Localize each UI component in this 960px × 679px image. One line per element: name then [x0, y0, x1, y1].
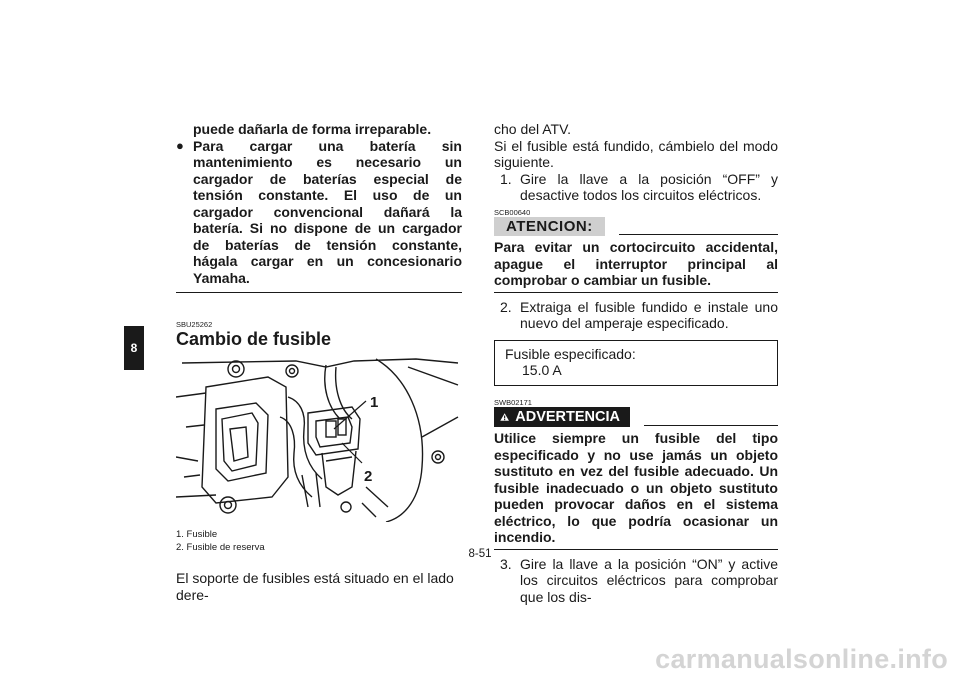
spec-box — [494, 340, 778, 386]
body-paragraph: El soporte de fusibles está situado en el lado dere- — [176, 570, 454, 603]
warning-header-rule — [644, 425, 778, 426]
body-paragraph: Si el fusible está fundido, cámbielo del modo siguiente. — [494, 137, 778, 170]
fuse-illustration — [176, 357, 460, 522]
right-column — [494, 121, 778, 605]
caution-header-rule — [619, 234, 778, 235]
caption-item: 1. Fusible — [176, 529, 218, 540]
bullet-icon: ● — [176, 137, 184, 153]
caution-code: SCB00640 — [494, 207, 531, 217]
chapter-tab: 8 — [124, 326, 144, 370]
fuse-figure — [176, 357, 460, 522]
warning-header — [494, 407, 778, 428]
caution-header — [494, 217, 778, 237]
step-text: Extraiga el fusible fundido e instale uno nuevo del amperaje especificado. — [520, 298, 778, 331]
step-number: 3. — [500, 555, 512, 572]
caution-end-rule — [494, 292, 778, 293]
warning-text: Utilice siempre un fusible del tipo especificado y no use jamás un objeto sustituto en vez del fusible adecuado. Un fusible inadecuado o un objeto sustituto pueden provocar daños en el sistema eléctrico, lo que podría ocasionar un incendio. — [494, 430, 778, 545]
warning-continuation: puede dañarla de forma irreparable. — [193, 121, 432, 137]
spec-label: Fusible especificado: — [505, 345, 636, 362]
spec-value: 15.0 A — [522, 362, 562, 378]
watermark: carmanualsonline.info — [655, 644, 948, 674]
caution-text: Para evitar un cortocircuito accidental, apague el interruptor principal al comprobar o cambiar un fusible. — [494, 239, 778, 288]
warning-label: ADVERTENCIA — [515, 408, 620, 425]
figure-captions — [176, 528, 462, 554]
figure-label-1: 1 — [370, 394, 379, 411]
warning-bullet — [176, 138, 462, 287]
warning-triangle-icon — [500, 410, 509, 424]
step-3 — [494, 556, 778, 606]
caution-badge: ATENCION: — [494, 217, 605, 237]
warning-code: SWB02171 — [494, 397, 532, 407]
section-code: SBU25262 — [176, 320, 213, 329]
step-number: 1. — [500, 170, 512, 187]
step-number: 2. — [500, 298, 512, 315]
step-2 — [494, 299, 778, 332]
step-text: Gire la llave a la posición “OFF” y desactive todos los circuitos eléctricos. — [520, 170, 778, 203]
caption-item: 2. Fusible de reserva — [176, 542, 265, 553]
warning-bullet-text: Para cargar una batería sin mantenimiento es necesario un cargador de baterías especial de tensión constante. El uso de un cargador convencional dañará la batería. Si no dispone de un cargador de baterías de tensión constante, hágala cargar en un concesionario Yamaha. — [193, 137, 462, 286]
step-text: Gire la llave a la posición “ON” y active los circuitos eléctricos para comprobar que los dis- — [520, 555, 778, 605]
body-paragraph-cont: cho del ATV. — [494, 121, 572, 137]
warning-end-rule — [176, 292, 462, 293]
page-number: 8-51 — [468, 548, 492, 560]
step-1 — [494, 171, 778, 204]
figure-label-2: 2 — [364, 468, 373, 485]
warning-badge — [494, 407, 630, 428]
section-title: Cambio de fusible — [176, 329, 332, 349]
warning-end-rule — [494, 549, 778, 550]
left-column — [176, 121, 462, 603]
